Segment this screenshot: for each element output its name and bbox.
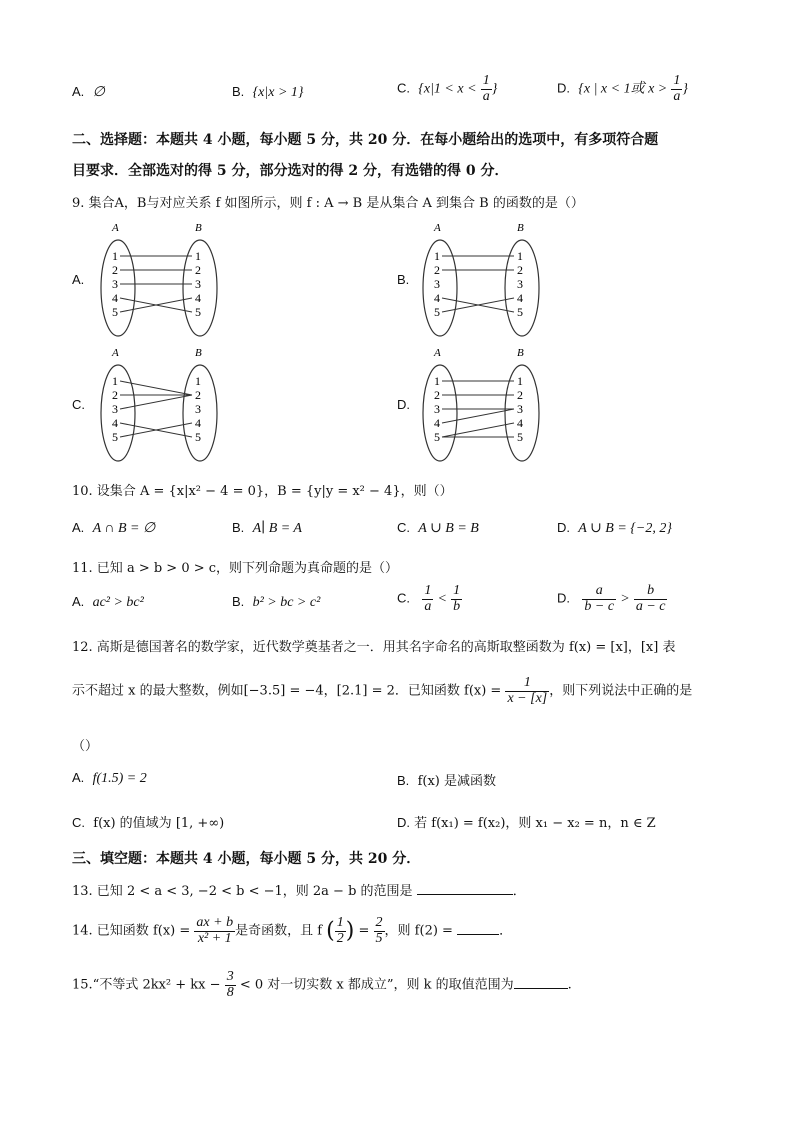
q9-diagram-b [420,218,545,340]
q9-diagram-d-label: D. [397,397,410,412]
q11-option-c: C. $\frac{1}{a}$ < $\frac{1}{b}$ [397,583,461,614]
q11-stem: 11. 已知 a > b > 0 > c，则下列命题为真命题的是（） [72,561,399,576]
q9-diagram-c [98,343,223,465]
q11-option-b: B. b² > bc > c² [232,594,321,610]
svg-text:2: 2 [195,263,201,277]
svg-text:A: A [434,347,441,359]
svg-text:5: 5 [195,305,201,319]
q12-line1: 12. 高斯是德国著名的数学家，近代数学奠基者之一．用其名字命名的高斯取整函数为 f(x) = [x]，[x] 表 [72,640,676,655]
q12-option-a: A. f(1.5) = 2 [72,770,147,786]
set-a-ellipse [101,240,135,336]
q9-diagram-a-label: A. [72,272,85,287]
q13-blank [417,894,513,895]
q8-option-b: B. {x|x > 1} [232,84,304,100]
svg-text:1: 1 [517,374,523,388]
q10-option-c: C. A ∪ B = B [397,520,479,536]
svg-text:4: 4 [195,291,201,305]
mapping-arrows [120,256,192,312]
q9-stem: 9. 集合A，B与对应关系 f 如图所示，则 f : A → B 是从集合 A 到集合 B 的函数的是（） [72,196,584,211]
svg-text:3: 3 [112,402,118,416]
svg-text:2: 2 [517,388,523,402]
svg-text:5: 5 [517,430,523,444]
section3-heading: 三、填空题：本题共 4 小题，每小题 5 分，共 20 分． [72,851,421,867]
q12-option-b: B. f(x) 是减函数 [397,773,496,789]
svg-text:1: 1 [434,374,440,388]
svg-text:1: 1 [195,249,201,263]
svg-text:2: 2 [195,388,201,402]
svg-text:B: B [195,347,202,359]
q14-blank [457,934,499,935]
svg-text:4: 4 [517,416,523,430]
svg-text:B: B [517,222,524,234]
q10-option-a: A. A ∩ B = ∅ [72,520,156,536]
svg-text:5: 5 [195,430,201,444]
q13: 13. 已知 2 < a < 3, −2 < b < −1，则 2a − b 的范围是 ． [72,884,526,899]
svg-text:3: 3 [112,277,118,291]
q9-diagram-d [420,343,545,465]
q11-option-d: D. $\frac{a}{b - c}$ > $\frac{b}{a - c}$ [557,583,666,614]
svg-text:4: 4 [112,416,118,430]
svg-text:5: 5 [112,430,118,444]
q8-option-d: D. {x | x < 1或 x > $\frac{1}{a}$ } [557,73,688,104]
svg-text:2: 2 [112,388,118,402]
svg-text:3: 3 [434,277,440,291]
q15: 15.“不等式 2kx² + kx − $\frac{3}{8}$ < 0 对一切实数 x 都成立”，则 k 的取值范围为 . [72,969,572,1000]
q9-diagram-b-label: B. [397,272,410,287]
svg-text:3: 3 [434,402,440,416]
svg-text:2: 2 [434,263,440,277]
svg-text:1: 1 [517,249,523,263]
svg-text:4: 4 [434,291,440,305]
svg-text:2: 2 [112,263,118,277]
q9-diagram-c-label: C. [72,397,85,412]
q11-option-a: A. ac² > bc² [72,594,144,610]
svg-text:4: 4 [195,416,201,430]
svg-text:5: 5 [434,305,440,319]
svg-text:5: 5 [434,430,440,444]
svg-text:4: 4 [112,291,118,305]
svg-text:2: 2 [517,263,523,277]
svg-text:2: 2 [434,388,440,402]
q12-line3: （） [72,739,99,754]
section2-heading-line1: 二、选择题：本题共 4 小题，每小题 5 分，共 20 分．在每小题给出的选项中，有多项符合题 [72,132,659,148]
svg-text:4: 4 [517,291,523,305]
svg-text:5: 5 [517,305,523,319]
q10-option-b: B. A∣ B = A [232,520,302,536]
svg-text:1: 1 [195,374,201,388]
q12-line2: 示不超过 x 的最大整数，例如[−3.5] = −4，[2.1] = 2．已知函数 f(x) = $\frac{1}{x - [x]}$ ，则下列说法中正确的是 [72,675,693,706]
svg-text:1: 1 [112,374,118,388]
svg-text:4: 4 [434,416,440,430]
svg-text:3: 3 [195,402,201,416]
set-b-label: B [195,222,202,234]
section2-heading-line2: 目要求．全部选对的得 5 分，部分选对的得 2 分，有选错的得 0 分． [72,163,509,179]
svg-text:A: A [112,347,119,359]
q10-stem: 10. 设集合 A = {x|x² − 4 = 0}，B = {y|y = x² − 4}，则（） [72,484,453,499]
q14: 14. 已知函数 f(x) = $\frac{ax + b}{\text{x² + 1}}$ 是奇函数，且 f ( $\frac{1}{2}$ ) = $\frac{2}{5}$ ，则 f(2) = ． [72,915,513,946]
svg-text:1: 1 [112,249,118,263]
svg-text:3: 3 [517,402,523,416]
svg-text:3: 3 [517,277,523,291]
q12-option-c: C. f(x) 的值域为 [1, +∞) [72,815,225,831]
svg-text:B: B [517,347,524,359]
q8-option-c: C. {x|1 < x < $\frac{1}{a}$ } [397,73,498,104]
svg-text:5: 5 [112,305,118,319]
q10-option-d: D. A ∪ B = {−2, 2} [557,520,672,536]
set-a-label: A [112,222,119,234]
q8-option-a: A. ∅ [72,84,105,100]
svg-text:3: 3 [195,277,201,291]
q9-diagram-a [98,218,223,340]
q12-option-d: D. 若 f(x₁) = f(x₂)，则 x₁ − x₂ = n，n ∈ Z [397,815,656,831]
svg-text:1: 1 [434,249,440,263]
svg-text:A: A [434,222,441,234]
q15-blank [514,988,568,989]
